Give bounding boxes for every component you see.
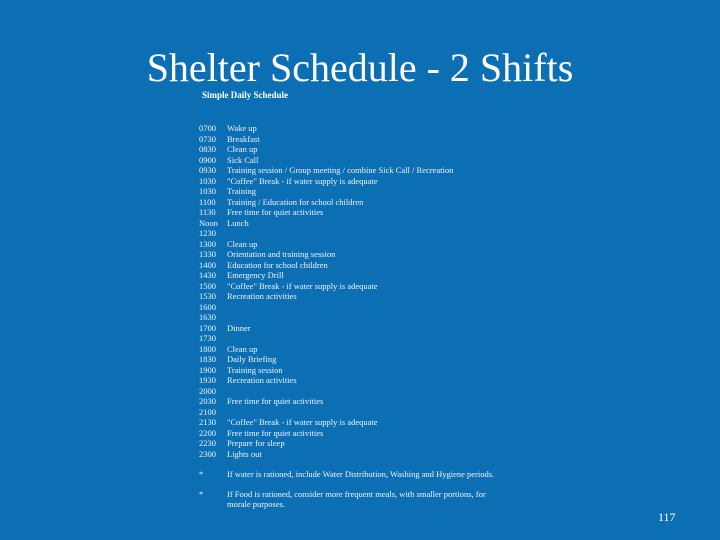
- schedule-time: 1800: [199, 343, 216, 354]
- schedule-row: [199, 176, 499, 187]
- note-text: If water is rationed, include Water Distribution, Washing and Hygiene periods.: [227, 469, 495, 479]
- schedule-time: 1600: [199, 301, 216, 312]
- schedule-activity: Lights out: [227, 448, 262, 459]
- schedule-activity: [227, 407, 499, 418]
- schedule-row: [199, 291, 499, 302]
- schedule-row: [199, 249, 499, 260]
- schedule-row: [199, 438, 499, 449]
- notes-list: [199, 469, 499, 519]
- schedule-time: 2100: [199, 406, 216, 417]
- schedule-time: 1500: [199, 280, 216, 291]
- schedule-time: 0730: [199, 133, 216, 144]
- schedule-time: 1930: [199, 375, 216, 385]
- schedule-row: [199, 375, 499, 386]
- schedule-activity: Lunch: [227, 217, 249, 228]
- schedule-time: Noon: [199, 217, 218, 228]
- schedule-time: 0830: [199, 144, 216, 154]
- slide-title: Shelter Schedule - 2 Shifts: [146, 45, 574, 90]
- schedule-time: 1330: [199, 249, 216, 259]
- schedule-row: [199, 333, 499, 344]
- schedule-activity: [227, 386, 499, 397]
- schedule-row: [199, 260, 499, 271]
- schedule-time: 1900: [199, 364, 216, 375]
- schedule-activity: Clean up: [227, 144, 258, 154]
- schedule-row: [199, 144, 499, 155]
- schedule-activity: Free time for quiet activities: [227, 207, 324, 217]
- schedule-activity: Dinner: [227, 322, 251, 333]
- schedule-time: 1230: [199, 228, 216, 238]
- schedule-time: 0700: [199, 123, 216, 133]
- schedule-activity: Training session: [227, 364, 283, 375]
- schedule-row: [199, 449, 499, 460]
- note-item: [199, 469, 499, 480]
- schedule-row: [199, 197, 499, 208]
- schedule-row: [199, 428, 499, 439]
- schedule-row: [199, 365, 499, 376]
- schedule-activity: Daily Briefing: [227, 354, 277, 364]
- schedule-time: 1700: [199, 322, 216, 333]
- schedule-row: [199, 344, 499, 355]
- schedule-row: [199, 396, 499, 407]
- schedule-activity: [227, 302, 499, 313]
- schedule-time: 2300: [199, 448, 216, 459]
- schedule-activity: Sick Call: [227, 154, 259, 165]
- schedule-activity: Breakfast: [227, 133, 260, 144]
- schedule-time: 2030: [199, 396, 216, 406]
- schedule-activity: Wake up: [227, 123, 257, 133]
- schedule-time: 1030: [199, 186, 216, 196]
- schedule-time: 0900: [199, 154, 216, 165]
- schedule-activity: Free time for quiet activities: [227, 427, 324, 438]
- schedule-row: [199, 312, 499, 323]
- schedule-row: [199, 270, 499, 281]
- schedule-time: 1030: [199, 175, 216, 186]
- schedule-row: [199, 417, 499, 428]
- schedule-time: 2200: [199, 427, 216, 438]
- schedule-time: 1630: [199, 312, 216, 322]
- schedule-row: [199, 239, 499, 250]
- schedule-activity: Training / Education for school children: [227, 196, 364, 207]
- schedule-activity: Clean up: [227, 343, 258, 354]
- schedule-time: 1530: [199, 291, 216, 301]
- schedule-activity: [227, 333, 499, 344]
- note-text: If Food is rationed, consider more frequent meals, with smaller portions, for morale purposes.: [227, 488, 486, 509]
- schedule-row: [199, 155, 499, 166]
- schedule-activity: Recreation activities: [227, 375, 297, 385]
- schedule-row: [199, 123, 499, 134]
- schedule-activity: Clean up: [227, 238, 258, 249]
- schedule-list: [199, 123, 499, 459]
- schedule-activity: Orientation and training session: [227, 249, 336, 259]
- schedule-time: 2130: [199, 417, 216, 427]
- schedule-time: 0930: [199, 165, 216, 175]
- schedule-activity: Training: [227, 186, 256, 196]
- schedule-activity: Recreation activities: [227, 291, 297, 301]
- schedule-row: [199, 186, 499, 197]
- schedule-time: 2230: [199, 438, 216, 448]
- schedule-time: 1130: [199, 207, 216, 217]
- schedule-time: 2000: [199, 385, 216, 396]
- note-bullet: *: [199, 469, 204, 479]
- schedule-subtitle: Simple Daily Schedule: [202, 90, 289, 100]
- schedule-activity: [227, 228, 499, 239]
- schedule-activity: "Coffee" Break - if water supply is adequate: [227, 280, 378, 291]
- schedule-time: 1300: [199, 238, 216, 249]
- schedule-row: [199, 323, 499, 334]
- schedule-time: 1830: [199, 354, 216, 364]
- schedule-row: [199, 407, 499, 418]
- schedule-activity: [227, 312, 499, 323]
- schedule-activity: Prepare for sleep: [227, 438, 285, 448]
- schedule-time: 1730: [199, 333, 216, 343]
- schedule-activity: Emergency Drill: [227, 270, 284, 280]
- schedule-time: 1400: [199, 259, 216, 270]
- note-bullet: *: [199, 488, 204, 499]
- schedule-row: [199, 165, 499, 176]
- schedule-row: [199, 228, 499, 239]
- schedule-activity: "Coffee" Break - if water supply is adequate: [227, 175, 378, 186]
- schedule-activity: Free time for quiet activities: [227, 396, 324, 406]
- note-item: [199, 489, 499, 510]
- page-number: 117: [658, 510, 676, 524]
- schedule-activity: "Coffee" Break - if water supply is adequate: [227, 417, 378, 427]
- schedule-row: [199, 386, 499, 397]
- schedule-row: [199, 218, 499, 229]
- schedule-activity: Education for school children: [227, 259, 328, 270]
- schedule-activity: Training session / Group meeting / combine Sick Call / Recreation: [227, 165, 454, 175]
- schedule-row: [199, 281, 499, 292]
- schedule-time: 1430: [199, 270, 216, 280]
- schedule-row: [199, 354, 499, 365]
- schedule-time: 1100: [199, 196, 216, 207]
- schedule-row: [199, 207, 499, 218]
- schedule-row: [199, 302, 499, 313]
- schedule-row: [199, 134, 499, 145]
